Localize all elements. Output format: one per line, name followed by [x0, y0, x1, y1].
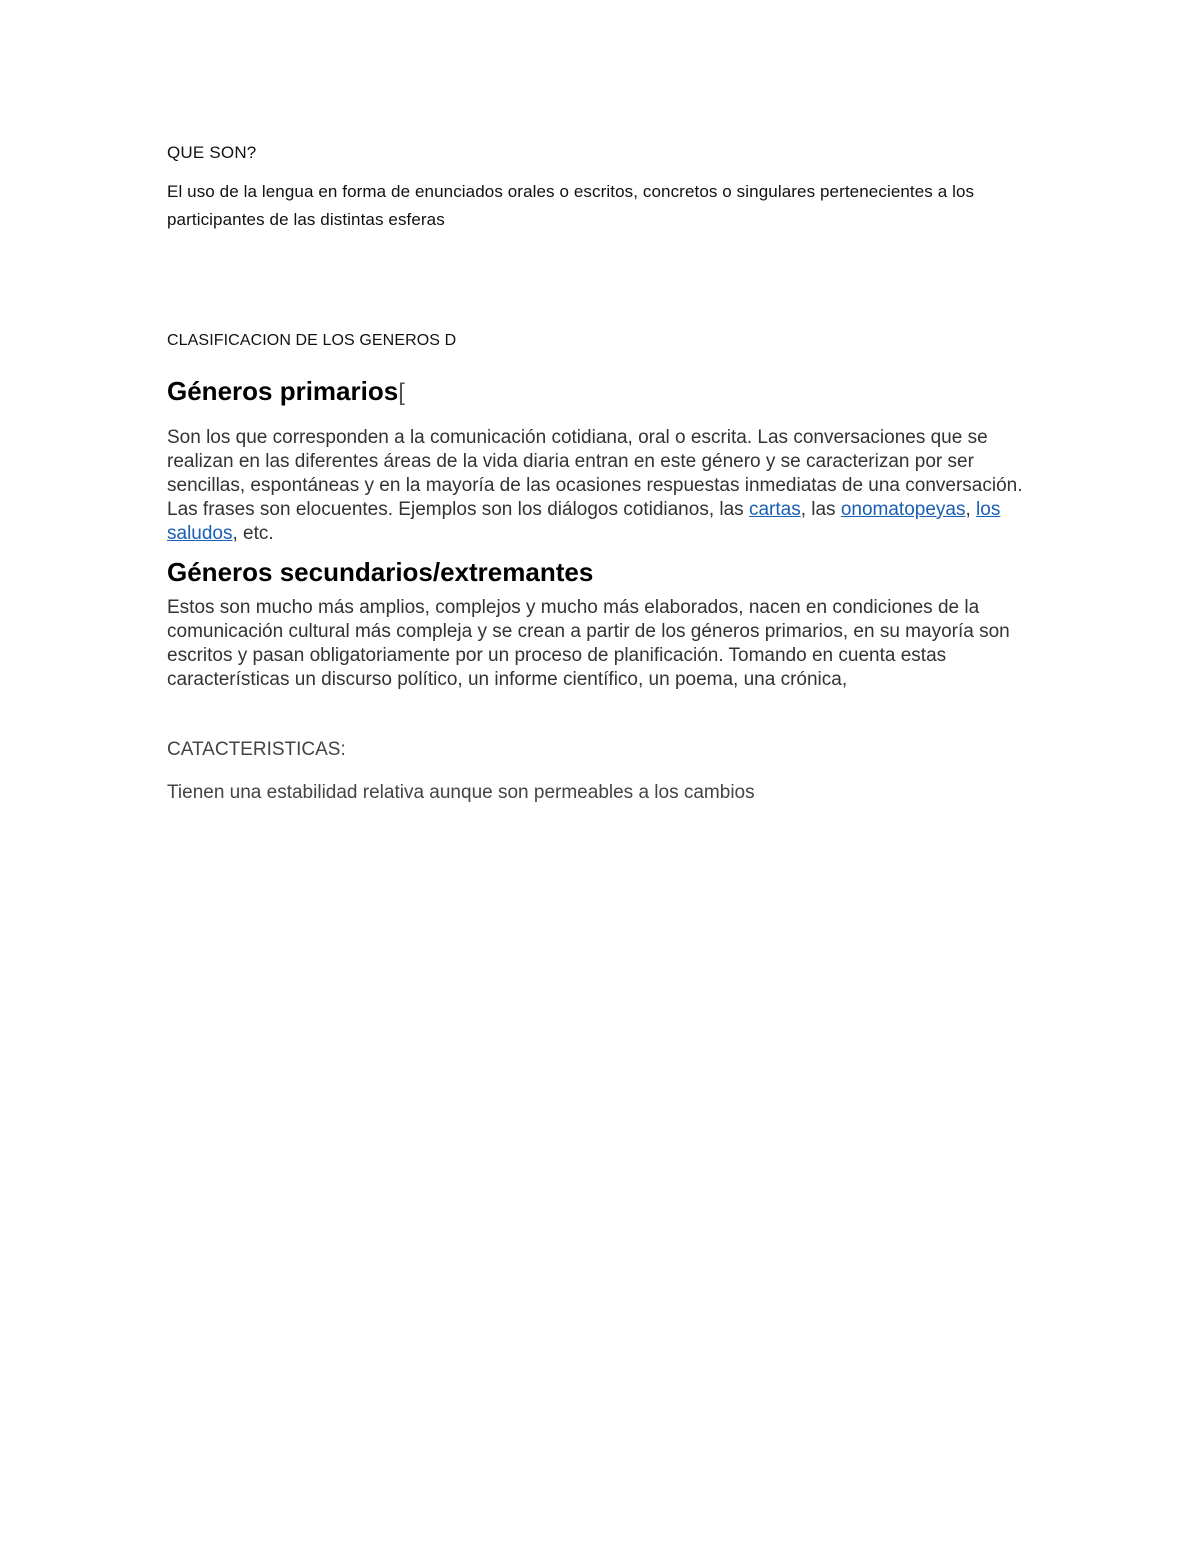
paragraph-generos-secundarios: Estos son mucho más amplios, complejos y mucho más elaborados, nacen en condiciones de la comunicación cultural más compleja y se crean a partir de los géneros primarios, en su mayoría son escritos y pasan obligatoriamente por un proceso de planificación. Tomando en cuenta estas características un discurso político, un informe científico, un poema, una crónica,: [167, 597, 1010, 690]
link-los-saludos[interactable]: los saludos: [167, 499, 1001, 544]
paragraph-generos-primarios: [167, 426, 1037, 546]
primarios-separator-1: , las: [800, 499, 841, 520]
section-label-clasificacion: CLASIFICACION DE LOS GENEROS D: [167, 332, 457, 349]
primarios-text-before: Son los que corresponden a la comunicación cotidiana, oral o escrita. Las conversaciones que se realizan en las diferentes áreas de la vida diaria entran en este género y se caracterizan por ser sencillas, espontáneas y en la mayoría de las ocasiones respuestas inmediatas de una conversación. Las frases son elocuentes. Ejemplos son los diálogos cotidianos, las: [167, 427, 1023, 520]
heading-generos-primarios-text: Géneros primarios: [167, 376, 399, 406]
intro-paragraph: El uso de la lengua en forma de enunciados orales o escritos, concretos o singulares pertenecientes a los participantes de las distintas esferas: [167, 182, 975, 229]
document-content: [167, 140, 1037, 824]
heading-generos-primarios: [167, 374, 1037, 410]
link-onomatopeyas[interactable]: onomatopeyas: [840, 499, 966, 520]
section-label-que-son: QUE SON?: [167, 143, 257, 162]
link-cartas[interactable]: cartas: [748, 499, 801, 520]
heading-generos-secundarios: Géneros secundarios/extremantes: [167, 557, 594, 587]
section-label-caracteristicas: CATACTERISTICAS:: [167, 739, 346, 760]
paragraph-caracteristicas: Tienen una estabilidad relativa aunque son permeables a los cambios: [167, 782, 755, 803]
heading-bracket: [: [398, 379, 405, 406]
primarios-text-after: , etc.: [232, 523, 274, 544]
primarios-separator-2: ,: [965, 499, 977, 520]
